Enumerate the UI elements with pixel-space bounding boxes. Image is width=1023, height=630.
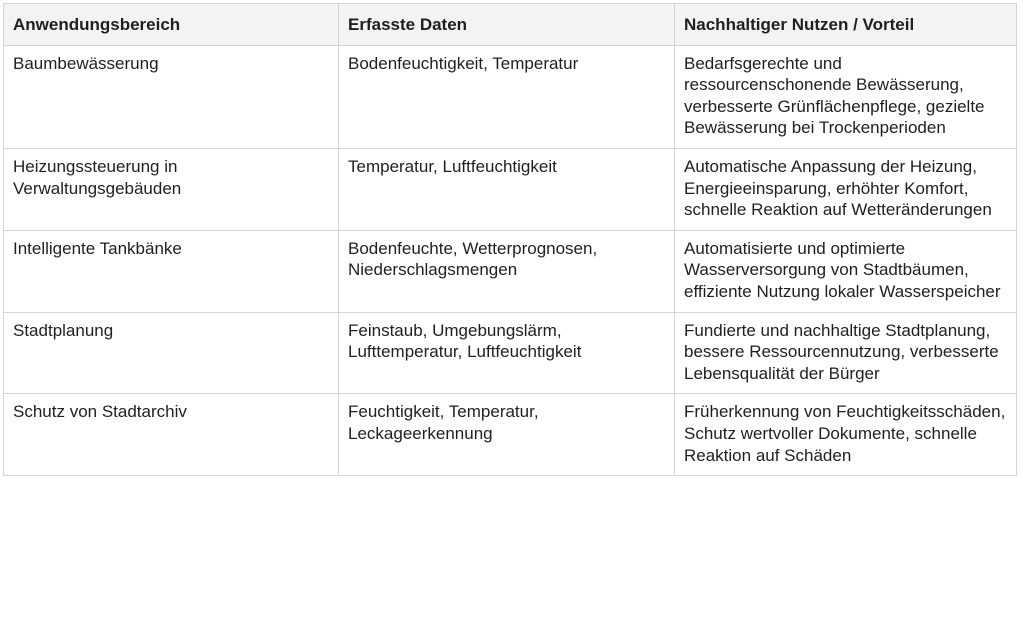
cell-nutzen bbox=[675, 148, 1017, 230]
cell-erfasste-daten bbox=[339, 394, 675, 476]
table-row bbox=[4, 312, 1017, 394]
column-header-anwendungsbereich: Anwendungsbereich bbox=[4, 4, 339, 46]
table-header bbox=[4, 4, 1017, 46]
cell-erfasste-daten bbox=[339, 312, 675, 394]
cell-text: Feuchtigkeit, Temperatur, Leckageerkennung bbox=[348, 402, 539, 443]
cell-anwendungsbereich bbox=[4, 394, 339, 476]
cell-text: Bodenfeuchte, Wetterprognosen, Niederschlagsmengen bbox=[348, 238, 598, 280]
column-header-nachhaltiger-nutzen: Nachhaltiger Nutzen / Vorteil bbox=[675, 4, 1017, 46]
table-row bbox=[4, 230, 1017, 312]
data-table bbox=[3, 3, 1017, 476]
cell-anwendungsbereich bbox=[4, 45, 339, 148]
cell-anwendungsbereich bbox=[4, 148, 339, 230]
cell-text: Bodenfeuchtigkeit, Temperatur bbox=[348, 53, 579, 73]
cell-text: Schutz von Stadtarchiv bbox=[13, 402, 187, 422]
header-row bbox=[4, 4, 1017, 46]
cell-anwendungsbereich bbox=[4, 312, 339, 394]
table-row bbox=[4, 148, 1017, 230]
cell-text: Heizungssteuerung in Verwaltungsgebäuden bbox=[13, 156, 182, 198]
cell-erfasste-daten bbox=[339, 230, 675, 312]
cell-text: Bedarfsgerechte und ressourcenschonende Bewässerung, verbesserte Grünflächenpflege, gezielte Bewässerung bei Trockenperioden bbox=[684, 53, 985, 138]
cell-text: Automatisierte und optimierte Wasserversorgung von Stadtbäumen, effiziente Nutzung lokaler Wasserspeicher bbox=[684, 238, 1001, 301]
column-header-erfasste-daten: Erfasste Daten bbox=[339, 4, 675, 46]
cell-erfasste-daten bbox=[339, 148, 675, 230]
cell-text: Früherkennung von Feuchtigkeitsschäden, Schutz wertvoller Dokumente, schnelle Reaktion auf Schäden bbox=[684, 402, 1006, 465]
cell-nutzen bbox=[675, 230, 1017, 312]
cell-anwendungsbereich bbox=[4, 230, 339, 312]
table-row bbox=[4, 394, 1017, 476]
table-body bbox=[4, 45, 1017, 476]
cell-text: Stadtplanung bbox=[13, 320, 114, 340]
cell-text: Fundierte und nachhaltige Stadtplanung, bessere Ressourcennutzung, verbesserte Lebensqualität der Bürger bbox=[684, 320, 999, 383]
cell-text: Automatische Anpassung der Heizung, Energieeinsparung, erhöhter Komfort, schnelle Reaktion auf Wetteränderungen bbox=[684, 156, 992, 220]
table-row bbox=[4, 45, 1017, 148]
cell-text: Intelligente Tankbänke bbox=[13, 238, 182, 258]
cell-erfasste-daten bbox=[339, 45, 675, 148]
cell-text: Feinstaub, Umgebungslärm, Lufttemperatur, Luftfeuchtigkeit bbox=[348, 320, 582, 362]
cell-nutzen bbox=[675, 394, 1017, 476]
cell-text: Baumbewässerung bbox=[13, 53, 159, 73]
cell-nutzen bbox=[675, 312, 1017, 394]
cell-nutzen bbox=[675, 45, 1017, 148]
cell-text: Temperatur, Luftfeuchtigkeit bbox=[348, 156, 557, 176]
